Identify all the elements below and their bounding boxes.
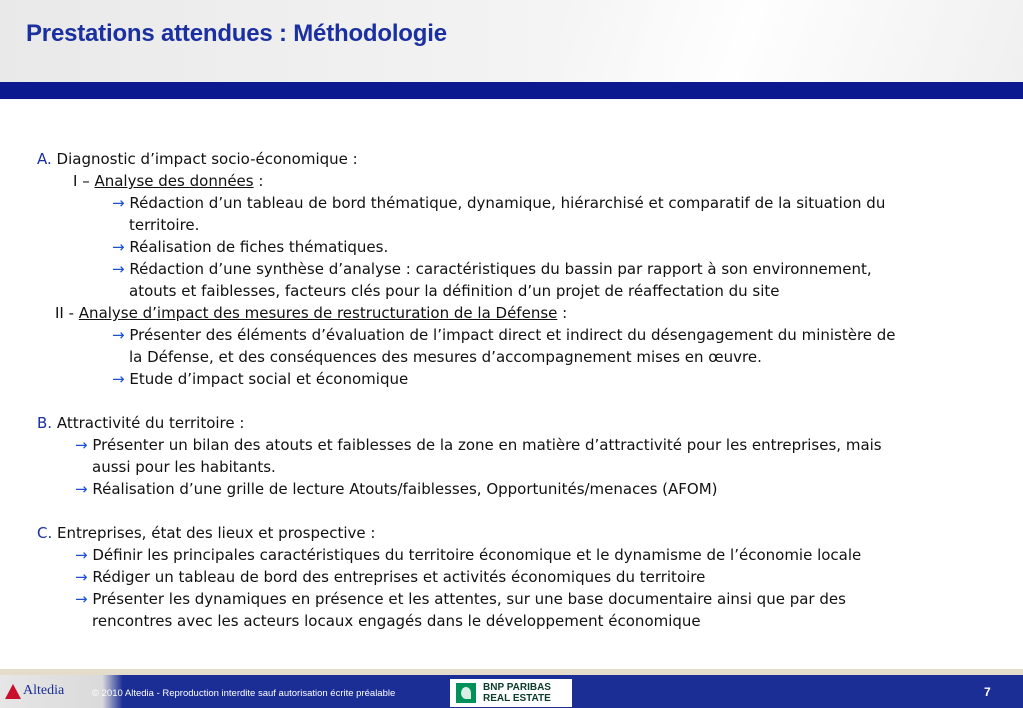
- section-title: Entreprises, état des lieux et prospective :: [57, 524, 376, 542]
- item-text: Rédaction d’une synthèse d’analyse : caractéristiques du bassin par rapport à son environnement,: [129, 260, 872, 278]
- arrow-icon: →: [75, 546, 88, 564]
- partner-line2: REAL ESTATE: [483, 693, 551, 704]
- list-item-continuation: territoire.: [129, 216, 200, 234]
- list-item: [37, 478, 997, 500]
- item-text: Réalisation d’une grille de lecture Atouts/faiblesses, Opportunités/menaces (AFOM): [92, 480, 718, 498]
- bnp-logo-icon: [456, 683, 476, 703]
- section-a-heading: [37, 148, 997, 170]
- altedia-logo-icon: [5, 684, 21, 699]
- subsection-suffix: :: [557, 304, 568, 322]
- arrow-icon: →: [112, 326, 125, 344]
- arrow-icon: →: [112, 194, 125, 212]
- subsection-heading: [37, 170, 997, 192]
- subsection-prefix: I –: [73, 172, 95, 190]
- arrow-icon: →: [75, 568, 88, 586]
- arrow-icon: →: [112, 370, 125, 388]
- section-letter: C.: [37, 524, 53, 542]
- altedia-logo: [5, 683, 64, 699]
- slide-content: [37, 148, 997, 632]
- item-text: Réalisation de fiches thématiques.: [129, 238, 389, 256]
- subsection-prefix: II -: [55, 304, 79, 322]
- item-text: Etude d’impact social et économique: [129, 370, 409, 388]
- item-text: Rédiger un tableau de bord des entreprises et activités économiques du territoire: [92, 568, 706, 586]
- item-text: Présenter un bilan des atouts et faiblesses de la zone en matière d’attractivité pour les entreprises, mais: [92, 436, 882, 454]
- copyright-text: © 2010 Altedia - Reproduction interdite sauf autorisation écrite préalable: [92, 688, 396, 699]
- list-item-continuation: atouts et faiblesses, facteurs clés pour la définition d’un projet de réaffectation du site: [129, 282, 780, 300]
- list-item-continuation: aussi pour les habitants.: [92, 458, 276, 476]
- header-shade: [560, 0, 1023, 82]
- list-item: [37, 368, 997, 390]
- header-bar: [0, 82, 1023, 99]
- subsection-suffix: :: [253, 172, 264, 190]
- list-item: [37, 434, 997, 456]
- slide-title: Prestations attendues : Méthodologie: [26, 20, 447, 47]
- spacer: [37, 390, 997, 412]
- arrow-icon: →: [75, 480, 88, 498]
- subsection-label: Analyse d’impact des mesures de restructuration de la Défense: [78, 304, 558, 322]
- list-item: [37, 588, 997, 610]
- spacer: [37, 500, 997, 522]
- section-b-heading: [37, 412, 997, 434]
- altedia-logo-text: Altedia: [23, 683, 65, 698]
- arrow-icon: →: [112, 238, 125, 256]
- arrow-icon: →: [75, 436, 88, 454]
- list-item: [37, 566, 997, 588]
- list-item: [37, 544, 997, 566]
- item-text: Présenter des éléments d’évaluation de l’impact direct et indirect du désengagement du ministère de: [129, 326, 896, 344]
- section-letter: B.: [37, 414, 53, 432]
- section-c-heading: [37, 522, 997, 544]
- list-item-continuation: rencontres avec les acteurs locaux engagés dans le développement économique: [92, 612, 701, 630]
- section-letter: A.: [37, 150, 52, 168]
- section-title: Diagnostic d’impact socio-économique :: [56, 150, 358, 168]
- item-text: Présenter les dynamiques en présence et les attentes, sur une base documentaire ainsi que par des: [92, 590, 846, 608]
- item-text: Définir les principales caractéristiques du territoire économique et le dynamisme de l’économie locale: [92, 546, 862, 564]
- list-item-continuation: la Défense, et des conséquences des mesures d’accompagnement mises en œuvre.: [129, 348, 762, 366]
- subsection-heading: [37, 302, 997, 324]
- list-item: [37, 192, 997, 214]
- partner-logo-text: [483, 682, 551, 704]
- slide-footer: [0, 675, 1023, 708]
- section-title: Attractivité du territoire :: [56, 414, 245, 432]
- subsection-label: Analyse des données: [94, 172, 254, 190]
- item-text: Rédaction d’un tableau de bord thématique, dynamique, hiérarchisé et comparatif de la situation du: [129, 194, 886, 212]
- page-number: 7: [984, 685, 991, 699]
- list-item: [37, 324, 997, 346]
- arrow-icon: →: [75, 590, 88, 608]
- list-item: [37, 258, 997, 280]
- list-item: [37, 236, 997, 258]
- arrow-icon: →: [112, 260, 125, 278]
- partner-line1: BNP PARIBAS: [483, 682, 551, 693]
- partner-logo: [450, 679, 572, 707]
- slide-header: [0, 0, 1023, 82]
